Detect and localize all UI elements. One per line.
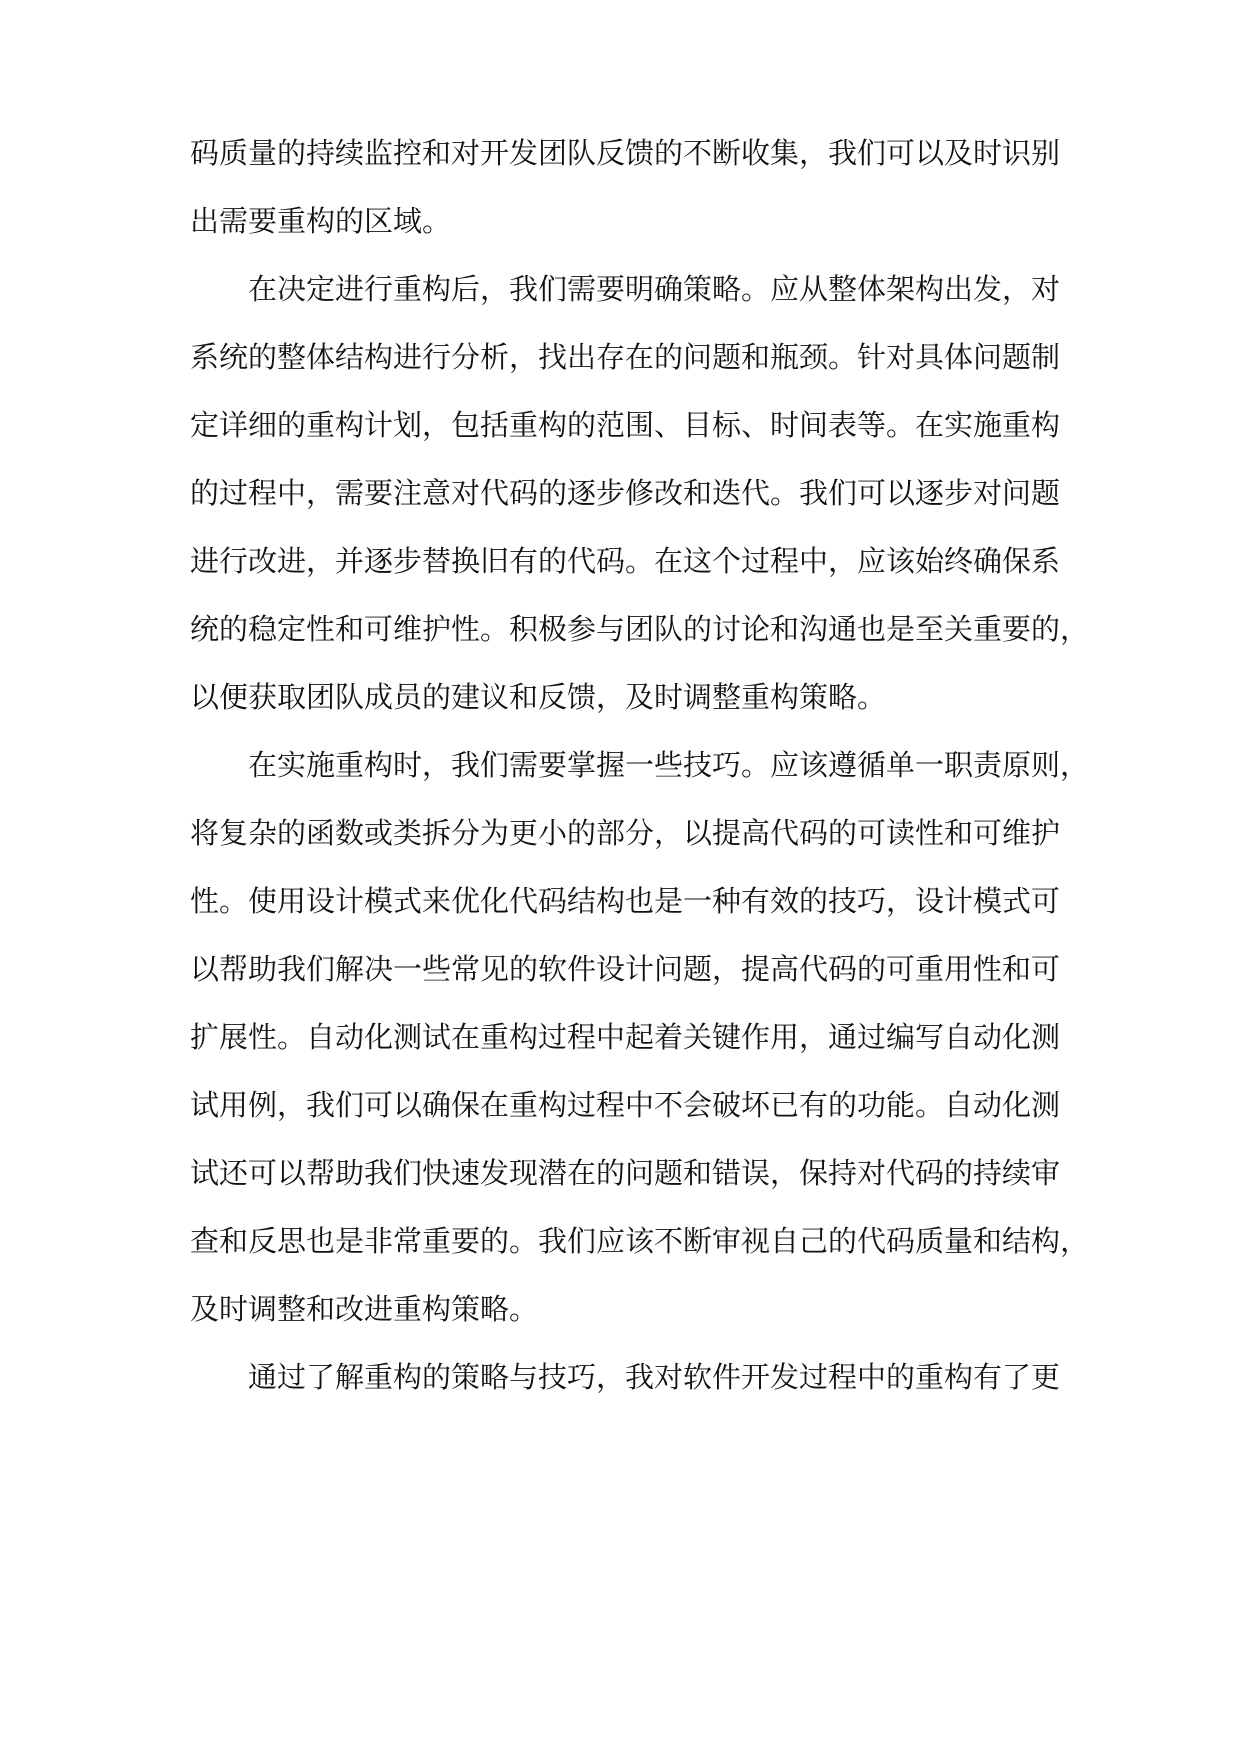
text-line: 进行改进，并逐步替换旧有的代码。在这个过程中，应该始终确保系 xyxy=(190,544,1061,578)
text-line: 试还可以帮助我们快速发现潜在的问题和错误，保持对代码的持续审 xyxy=(190,1156,1061,1190)
text-line: 性。使用设计模式来优化代码结构也是一种有效的技巧，设计模式可 xyxy=(190,884,1061,918)
text-line: 统的稳定性和可维护性。积极参与团队的讨论和沟通也是至关重要的， xyxy=(190,612,1090,646)
text-line: 码质量的持续监控和对开发团队反馈的不断收集，我们可以及时识别 xyxy=(190,136,1061,170)
text-line: 以便获取团队成员的建议和反馈，及时调整重构策略。 xyxy=(190,680,887,714)
text-line: 以帮助我们解决一些常见的软件设计问题，提高代码的可重用性和可 xyxy=(190,952,1061,986)
text-line: 出需要重构的区域。 xyxy=(190,204,452,238)
text-line: 将复杂的函数或类拆分为更小的部分，以提高代码的可读性和可维护 xyxy=(190,816,1061,850)
text-line: 定详细的重构计划，包括重构的范围、目标、时间表等。在实施重构 xyxy=(190,408,1061,442)
text-line: 扩展性。自动化测试在重构过程中起着关键作用，通过编写自动化测 xyxy=(190,1020,1061,1054)
paragraph-first-line: 在实施重构时，我们需要掌握一些技巧。应该遵循单一职责原则， xyxy=(248,748,1090,782)
text-line: 及时调整和改进重构策略。 xyxy=(190,1292,539,1326)
text-line: 试用例，我们可以确保在重构过程中不会破坏已有的功能。自动化测 xyxy=(190,1088,1061,1122)
text-line: 的过程中，需要注意对代码的逐步修改和迭代。我们可以逐步对问题 xyxy=(190,476,1061,510)
paragraph-first-line: 在决定进行重构后，我们需要明确策略。应从整体架构出发，对 xyxy=(248,272,1061,306)
text-line: 查和反思也是非常重要的。我们应该不断审视自己的代码质量和结构， xyxy=(190,1224,1090,1258)
text-line: 系统的整体结构进行分析，找出存在的问题和瓶颈。针对具体问题制 xyxy=(190,340,1061,374)
paragraph-first-line: 通过了解重构的策略与技巧，我对软件开发过程中的重构有了更 xyxy=(248,1360,1061,1394)
